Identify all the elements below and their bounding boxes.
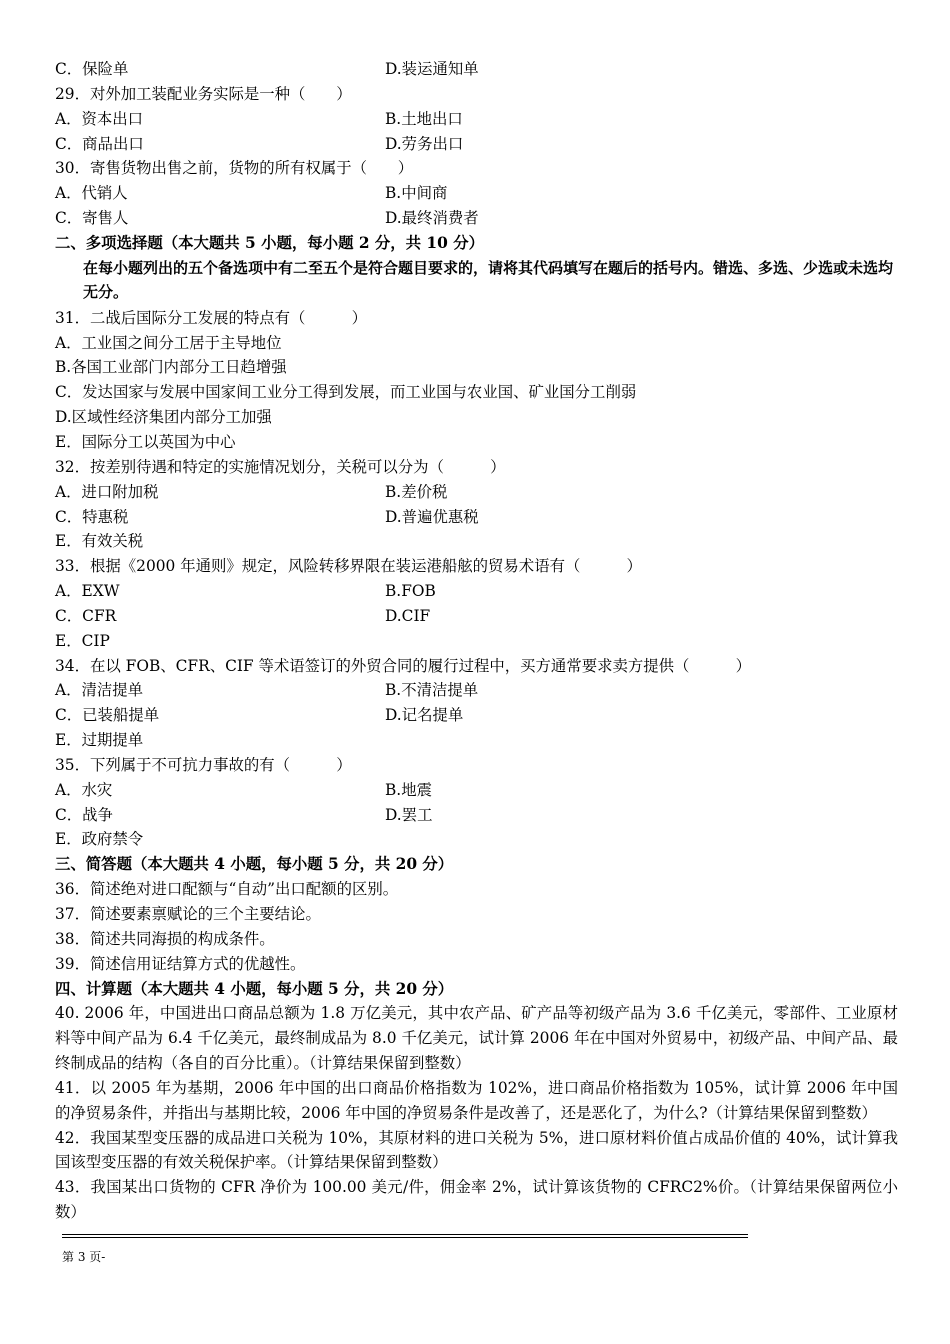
q33-options-ab bbox=[55, 579, 898, 604]
option-d: D.罢工 bbox=[385, 805, 433, 824]
q40: 40. 2006 年，中国进出口商品总额为 1.8 万亿美元，其中农产品、矿产品等初级产品为 3.6 千亿美元，零部件、工业原材料等中间产品为 6.4 千亿美元，最终制成品为 8.0 千亿美元，试计算 2006 年在中国对外贸易中，初级产品、中间产品、最终制成品的结构（各自的百分比重）。（计算结果保留到整数） bbox=[55, 1004, 898, 1073]
q33-options-cd bbox=[55, 604, 898, 629]
q30-options-ab bbox=[55, 181, 898, 206]
option-d: D.装运通知单 bbox=[385, 60, 479, 78]
q31-option-b: B.各国工业部门内部分工日趋增强 bbox=[55, 358, 287, 377]
option-c: C．特惠税 bbox=[55, 507, 129, 526]
q34-options-cd bbox=[55, 703, 898, 728]
q37: 37．简述要素禀赋论的三个主要结论。 bbox=[55, 905, 321, 923]
option-c: C．商品出口 bbox=[55, 134, 144, 153]
q31-option-d: D.区域性经济集团内部分工加强 bbox=[55, 408, 272, 427]
q32-options-cd bbox=[55, 505, 898, 530]
q34-option-e: E．过期提单 bbox=[55, 731, 144, 750]
q35-stem: 35．下列属于不可抗力事故的有（ ） bbox=[55, 755, 352, 774]
option-b: B.地震 bbox=[385, 780, 432, 799]
q35-options-cd bbox=[55, 803, 898, 828]
option-a: A．资本出口 bbox=[55, 109, 144, 128]
q30-options-cd bbox=[55, 206, 898, 231]
q32-stem: 32．按差别待遇和特定的实施情况划分，关税可以分为（ ） bbox=[55, 457, 506, 476]
section2-instruction: 在每小题列出的五个备选项中有二至五个是符合题目要求的，请将其代码填写在题后的括号内。错选、多选、少选或未选均无分。 bbox=[83, 258, 894, 301]
option-c: C．CFR bbox=[55, 606, 117, 625]
q38: 38．简述共同海损的构成条件。 bbox=[55, 929, 275, 948]
q28-options-cd bbox=[55, 57, 898, 82]
q31-option-c: C．发达国家与发展中国家间工业分工得到发展，而工业国与农业国、矿业国分工削弱 bbox=[55, 383, 637, 402]
option-b: B.中间商 bbox=[385, 184, 448, 203]
q29-stem: 29．对外加工装配业务实际是一种（ ） bbox=[55, 84, 352, 103]
option-c: C．保险单 bbox=[55, 60, 129, 78]
option-b: B.不清洁提单 bbox=[385, 681, 479, 700]
q33-option-e: E．CIP bbox=[55, 631, 110, 650]
q29-options-cd bbox=[55, 132, 898, 157]
section2-heading: 二、多项选择题（本大题共 5 小题，每小题 2 分，共 10 分） bbox=[55, 233, 484, 252]
q31-stem: 31．二战后国际分工发展的特点有（ ） bbox=[55, 308, 368, 327]
q29-options-ab bbox=[55, 107, 898, 132]
q34-stem: 34．在以 FOB、CFR、CIF 等术语签订的外贸合同的履行过程中，买方通常要求卖方提供（ ） bbox=[55, 656, 752, 675]
page-number: 第 3 页- bbox=[62, 1250, 106, 1264]
option-d: D.最终消费者 bbox=[385, 209, 479, 228]
q35-options-ab bbox=[55, 778, 898, 803]
option-d: D.劳务出口 bbox=[385, 134, 464, 153]
q30-stem: 30．寄售货物出售之前，货物的所有权属于（ ） bbox=[55, 159, 414, 178]
q34-options-ab bbox=[55, 678, 898, 703]
option-a: A．EXW bbox=[55, 582, 120, 601]
option-a: A．清洁提单 bbox=[55, 681, 144, 700]
option-d: D.CIF bbox=[385, 606, 431, 625]
q39: 39．简述信用证结算方式的优越性。 bbox=[55, 954, 306, 973]
option-c: C．已装船提单 bbox=[55, 706, 160, 725]
section4-heading: 四、计算题（本大题共 4 小题，每小题 5 分，共 20 分） bbox=[55, 979, 454, 998]
option-c: C．战争 bbox=[55, 805, 113, 824]
q32-options-ab bbox=[55, 480, 898, 505]
option-c: C．寄售人 bbox=[55, 209, 129, 228]
option-a: A．水灾 bbox=[55, 780, 113, 799]
option-a: A．代销人 bbox=[55, 184, 128, 203]
q35-option-e: E．政府禁令 bbox=[55, 830, 144, 849]
q32-option-e: E．有效关税 bbox=[55, 532, 144, 551]
option-d: D.普遍优惠税 bbox=[385, 507, 479, 526]
q31-option-a: A．工业国之间分工居于主导地位 bbox=[55, 333, 282, 352]
q43: 43．我国某出口货物的 CFR 净价为 100.00 美元/件，佣金率 2%，试计算该货物的 CFRC2%价。（计算结果保留两位小数） bbox=[55, 1178, 898, 1222]
q42: 42．我国某型变压器的成品进口关税为 10%，其原材料的进口关税为 5%，进口原材料价值占成品价值的 40%，试计算我国该型变压器的有效关税保护率。（计算结果保留到整数） bbox=[55, 1128, 898, 1172]
option-b: B.FOB bbox=[385, 582, 436, 601]
exam-page bbox=[55, 57, 898, 1225]
q36: 36．简述绝对进口配额与“自动”出口配额的区别。 bbox=[55, 880, 399, 899]
option-a: A．进口附加税 bbox=[55, 482, 159, 501]
section3-heading: 三、简答题（本大题共 4 小题，每小题 5 分，共 20 分） bbox=[55, 855, 454, 874]
footer-double-rule bbox=[62, 1234, 748, 1238]
option-b: B.差价税 bbox=[385, 482, 448, 501]
option-b: B.土地出口 bbox=[385, 109, 463, 128]
option-d: D.记名提单 bbox=[385, 706, 464, 725]
q33-stem: 33．根据《2000 年通则》规定，风险转移界限在装运港船舷的贸易术语有（ ） bbox=[55, 557, 642, 576]
q41: 41．以 2005 年为基期，2006 年中国的出口商品价格指数为 102%，进口商品价格指数为 105%，试计算 2006 年中国的净贸易条件，并指出与基期比较，2006 年中国的净贸易条件是改善了，还是恶化了，为什么?（计算结果保留到整数） bbox=[55, 1078, 898, 1122]
q31-option-e: E．国际分工以英国为中心 bbox=[55, 432, 236, 451]
